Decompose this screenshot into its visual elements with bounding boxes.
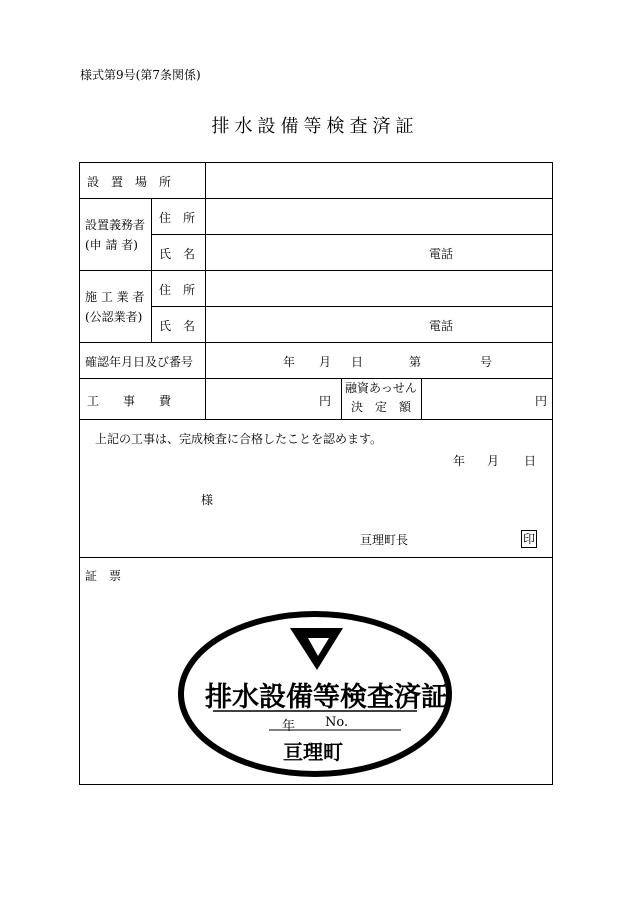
certification-month: 月 [487, 454, 500, 468]
cost-label: 工 事 費 [87, 394, 172, 408]
confirm-label: 確認年月日及び番号 [85, 355, 194, 369]
certification-year: 年 [453, 454, 466, 468]
obligor-label: 設置義務者 (申 請 者) [85, 218, 146, 252]
loan-label: 融資あっせん 決 定 額 [345, 381, 417, 414]
confirm-month: 月 [319, 355, 332, 369]
border-top [79, 162, 553, 163]
contractor-name-label: 氏 名 [159, 319, 196, 333]
obligor-name-label: 氏 名 [159, 247, 196, 261]
border-left [79, 162, 80, 785]
col-line [205, 162, 206, 419]
certification-mayor: 亘理町長 [360, 533, 409, 547]
contractor-address-label: 住 所 [159, 283, 196, 297]
stamp-title: 排水設備等検査済証 [205, 682, 448, 713]
stamp-town: 亘理町 [283, 740, 343, 764]
cost-yen: 円 [319, 394, 332, 408]
loan-yen: 円 [535, 394, 548, 408]
certification-statement: 上記の工事は、完成検査に合格したことを認めます。 [95, 432, 383, 446]
contractor-phone-label: 電話 [429, 319, 454, 333]
obligor-address-label: 住 所 [159, 211, 196, 225]
certification-honorific: 様 [201, 493, 214, 507]
confirm-go: 号 [480, 355, 493, 369]
confirm-day: 日 [351, 355, 364, 369]
stamp-year: 年 [282, 719, 296, 734]
confirm-year: 年 [283, 355, 296, 369]
page-title: 排水設備等検査済証 [211, 116, 419, 137]
obligor-phone-label: 電話 [429, 247, 454, 261]
row-line [151, 234, 553, 235]
contractor-label: 施 工 業 者 (公認業者) [85, 290, 145, 324]
row-line [79, 342, 553, 343]
row-line [79, 419, 553, 420]
seal-mark: 印 [523, 532, 536, 546]
border-bottom [79, 784, 553, 785]
row-line [151, 306, 553, 307]
form-number: 様式第9号(第7条関係) [80, 68, 201, 82]
certificate-label: 証 票 [85, 569, 122, 583]
confirm-dai: 第 [409, 355, 422, 369]
install-location-label: 設 置 場 所 [87, 175, 172, 189]
row-line [79, 557, 553, 558]
stamp-number: No. [325, 715, 349, 730]
col-line [151, 198, 152, 342]
certification-day: 日 [524, 454, 537, 468]
form-table [79, 162, 553, 785]
row-line [79, 378, 553, 379]
border-right [552, 162, 553, 785]
col-line [421, 378, 422, 419]
